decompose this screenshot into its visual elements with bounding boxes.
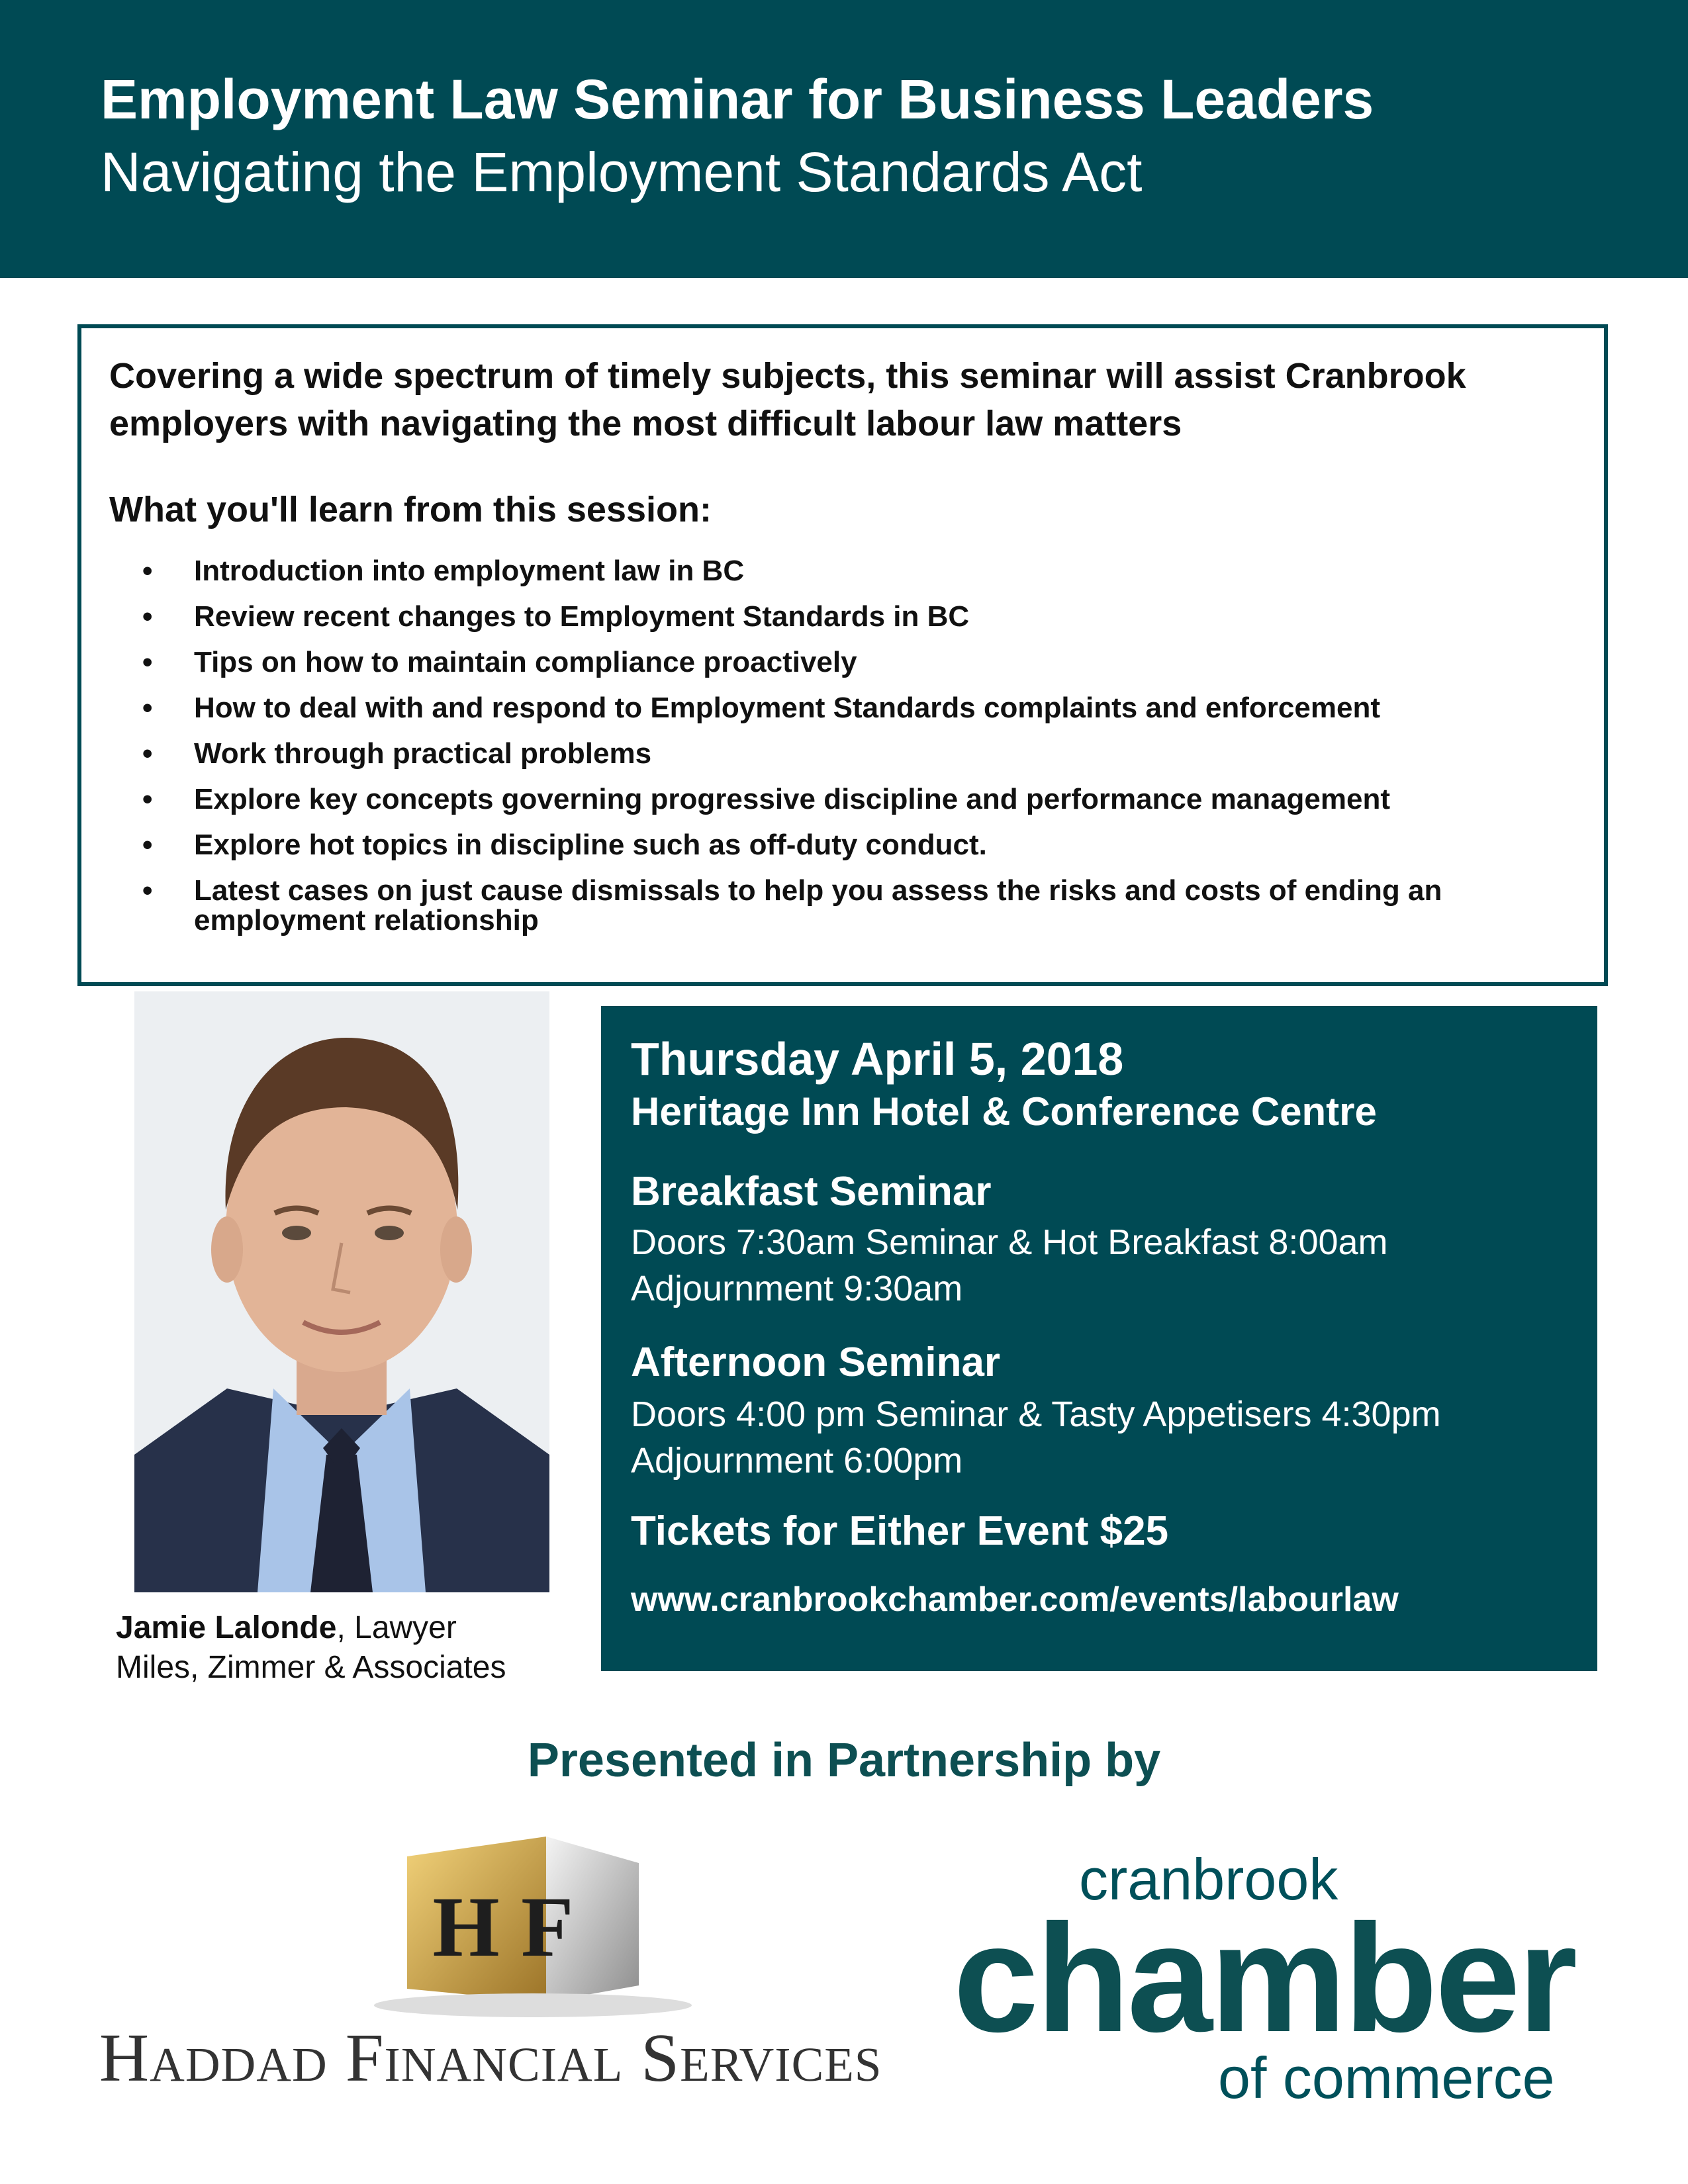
afternoon-adjournment: Adjournment 6:00pm — [631, 1441, 963, 1480]
bullet-icon: • — [142, 692, 153, 724]
list-item: • Latest cases on just cause dismissals to help you assess the risks and costs of ending an employment relationship — [142, 874, 1442, 936]
event-details-box — [601, 1006, 1597, 1671]
breakfast-times: Doors 7:30am Seminar & Hot Breakfast 8:00am — [631, 1222, 1388, 1262]
chamber-logo — [953, 1846, 1589, 2111]
bullet-icon: • — [142, 600, 153, 633]
event-date: Thursday April 5, 2018 — [631, 1033, 1124, 1085]
tickets-price: Tickets for Either Event $25 — [631, 1508, 1169, 1554]
list-item: • Review recent changes to Employment Standards in BC — [142, 600, 970, 633]
haddad-emblem-icon — [96, 1823, 930, 2022]
speaker-role: , Lawyer — [336, 1610, 457, 1645]
bullet-icon: • — [142, 829, 153, 861]
breakfast-heading: Breakfast Seminar — [631, 1169, 992, 1214]
bullet-icon: • — [142, 555, 153, 587]
chamber-main-text: chamber — [953, 1893, 1575, 2064]
svg-text:H F: H F — [432, 1880, 574, 1975]
list-item: • How to deal with and respond to Employment Standards complaints and enforcement — [142, 692, 1380, 724]
intro-text: Covering a wide spectrum of timely subjects, this seminar will assist Cranbrook employers with navigating the most difficult labour law matters — [109, 356, 1466, 443]
list-item: • Work through practical problems — [142, 737, 652, 770]
bullet-icon: • — [142, 874, 153, 907]
list-item: • Tips on how to maintain compliance proactively — [142, 646, 857, 678]
page-subtitle: Navigating the Employment Standards Act — [101, 141, 1143, 203]
bullet-icon: • — [142, 737, 153, 770]
bullet-icon: • — [142, 783, 153, 815]
speaker-name: Jamie Lalonde — [116, 1610, 337, 1645]
haddad-name: Haddad Financial Services — [99, 2020, 882, 2096]
speaker-firm: Miles, Zimmer & Associates — [116, 1650, 506, 1685]
breakfast-adjournment: Adjournment 9:30am — [631, 1269, 963, 1308]
header-banner — [0, 0, 1688, 278]
speaker-caption — [116, 1608, 506, 1688]
afternoon-times: Doors 4:00 pm Seminar & Tasty Appetisers 4:30pm — [631, 1394, 1441, 1434]
partner-heading: Presented in Partnership by — [527, 1734, 1161, 1787]
page-title: Employment Law Seminar for Business Leaders — [101, 68, 1374, 130]
learn-heading: What you'll learn from this session: — [109, 490, 712, 529]
list-item: • Introduction into employment law in BC — [142, 555, 745, 587]
afternoon-heading: Afternoon Seminar — [631, 1340, 1001, 1385]
list-item: • Explore hot topics in discipline such as off-duty conduct. — [142, 829, 987, 861]
chamber-bottom-text: of commerce — [1218, 2045, 1555, 2111]
chamber-top-text: cranbrook — [1079, 1846, 1338, 1912]
event-venue: Heritage Inn Hotel & Conference Centre — [631, 1089, 1377, 1134]
list-item: • Explore key concepts governing progressive discipline and performance management — [142, 783, 1391, 815]
speaker-photo — [134, 991, 549, 1592]
learn-list — [142, 556, 1572, 951]
event-url-link[interactable]: www.cranbrookchamber.com/events/labourlaw — [631, 1580, 1399, 1619]
bullet-icon: • — [142, 646, 153, 678]
